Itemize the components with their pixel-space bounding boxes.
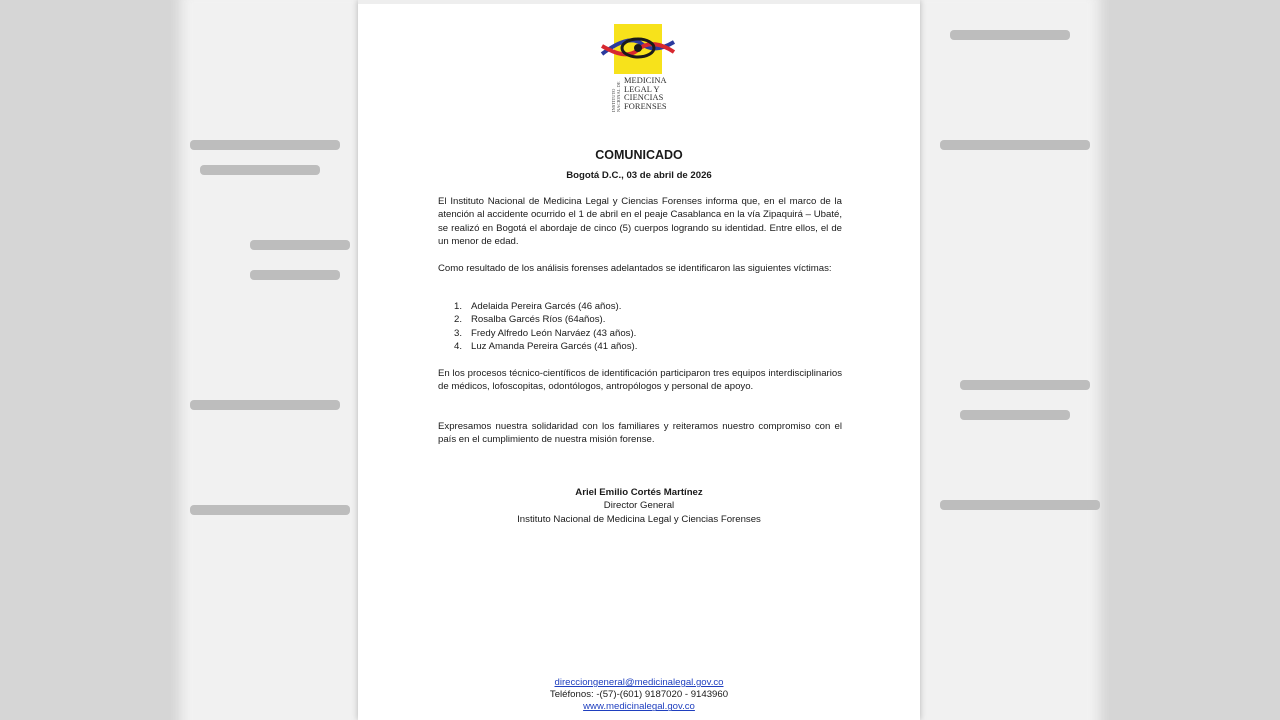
signatory-name: Ariel Emilio Cortés Martínez <box>575 487 703 498</box>
blurred-line <box>200 165 320 175</box>
list-number: 3. <box>454 327 463 339</box>
logo-line: LEGAL Y <box>624 84 660 94</box>
document-date: Bogotá D.C., 03 de abril de 2026 <box>566 170 712 181</box>
blurred-line <box>250 240 350 250</box>
website-link[interactable]: www.medicinalegal.gov.co <box>583 701 695 713</box>
paragraph-results: Como resultado de los análisis forenses adelantados se identificaron las siguientes víctimas: <box>438 263 832 274</box>
list-item <box>454 340 834 353</box>
blurred-line <box>190 140 340 150</box>
list-text: Fredy Alfredo León Narváez (43 años). <box>471 327 637 339</box>
list-text: Luz Amanda Pereira Garcés (41 años). <box>471 341 638 353</box>
blurred-line <box>960 410 1070 420</box>
logo-wordmark <box>624 77 667 111</box>
blurred-line <box>950 30 1070 40</box>
blurred-line <box>190 505 350 515</box>
list-item <box>454 327 834 340</box>
email-link[interactable]: direcciongeneral@medicinalegal.gov.co <box>554 677 724 688</box>
list-text: Adelaida Pereira Garcés (46 años). <box>471 301 622 312</box>
document-title: COMUNICADO <box>595 148 683 162</box>
blurred-line <box>940 500 1100 510</box>
list-number: 1. <box>454 301 463 312</box>
victims-list <box>454 300 834 354</box>
list-item <box>454 313 834 326</box>
logo-side-text: INSTITUTO NACIONAL DE <box>611 81 621 112</box>
list-number: 4. <box>454 341 463 353</box>
list-text: Rosalba Garcés Ríos (64años). <box>471 314 606 326</box>
signatory-institution: Instituto Nacional de Medicina Legal y Ciencias Forenses <box>517 513 761 525</box>
list-item <box>454 300 834 313</box>
blurred-line <box>250 270 340 280</box>
signature-block <box>358 486 920 526</box>
phone-numbers: Teléfonos: -(57)-(601) 9187020 - 9143960 <box>549 689 729 701</box>
logo-line: CIENCIAS <box>624 93 664 103</box>
paragraph-solidarity: Expresamos nuestra solidaridad con los familiares y reiteramos nuestro compromiso con el país en el cumplimiento de nuestra misión forense. <box>438 421 842 446</box>
document-page <box>358 0 920 720</box>
logo-eye-pupil <box>634 44 642 52</box>
paragraph-teams: En los procesos técnico-científicos de identificación participaron tres equipos interdisciplinarios de médicos, lofoscopitas, odontólogos, antropólogos y personal de apoyo. <box>438 368 842 393</box>
signatory-role: Director General <box>603 500 675 512</box>
blurred-line <box>940 140 1090 150</box>
logo-line: FORENSES <box>624 101 667 111</box>
blurred-line <box>960 380 1090 390</box>
document-footer <box>358 677 920 714</box>
paragraph-intro: El Instituto Nacional de Medicina Legal y Ciencias Forenses informa que, en el marco de la atención al accidente ocurrido el 1 de abril en el peaje Casablanca en la vía Zipaquirá – Ubaté, se realizó en Bogotá el abordaje de cinco (5) cuerpos logrando su identidad. Entre ellos, el de un menor de edad. <box>438 196 842 248</box>
list-number: 2. <box>454 314 463 326</box>
blurred-line <box>190 400 340 410</box>
logo-line: MEDICINA <box>624 76 667 85</box>
